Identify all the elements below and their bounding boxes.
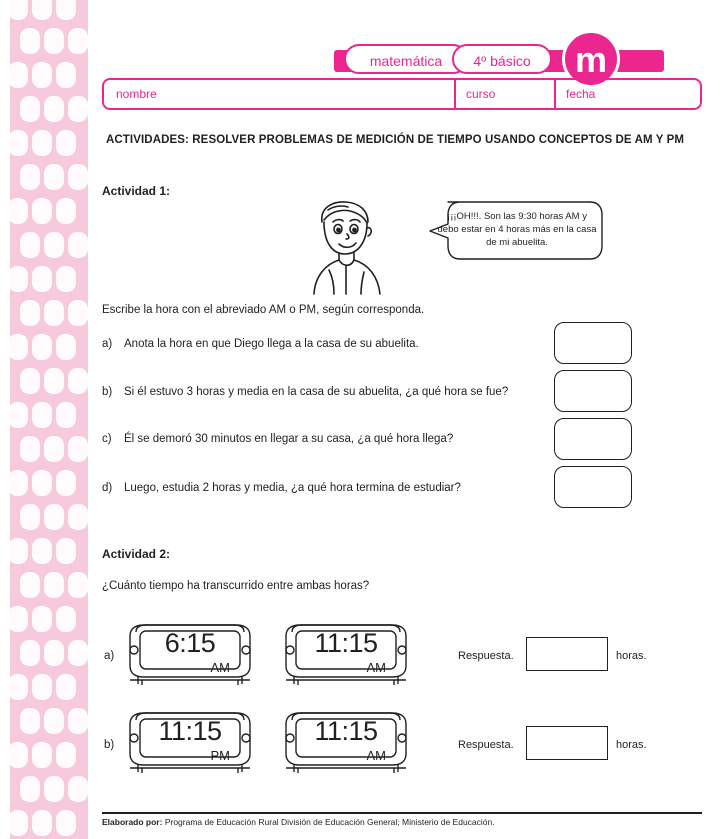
logo-icon: m (562, 30, 620, 88)
band-dot (44, 232, 64, 258)
name-field-label[interactable]: nombre (116, 87, 157, 101)
band-dot (20, 300, 40, 326)
band-dot (8, 538, 28, 564)
clock-b1-ampm: PM (210, 748, 230, 763)
band-dot (44, 640, 64, 666)
footer-divider (102, 812, 702, 814)
grade-pill: 4º básico (452, 44, 552, 74)
question-b-letter: b) (102, 386, 113, 398)
band-dot (56, 130, 76, 156)
course-field-label[interactable]: curso (466, 87, 496, 101)
band-dot (8, 470, 28, 496)
question-a-letter: a) (102, 338, 113, 350)
question-d-text: Luego, estudia 2 horas y media, ¿a qué hora termina de estudiar? (124, 482, 461, 494)
band-dot (68, 96, 88, 122)
band-dot (32, 742, 52, 768)
band-dot (56, 334, 76, 360)
band-dot (8, 334, 28, 360)
band-dot (44, 164, 64, 190)
band-dot (56, 538, 76, 564)
question-c-letter: c) (102, 433, 112, 445)
band-dot (32, 538, 52, 564)
worksheet-page (96, 0, 720, 839)
footer-credit-text: Programa de Educación Rural División de Educación General; Ministerio de Educación. (162, 817, 495, 827)
band-dot (20, 368, 40, 394)
answer-label-a: Respuesta. (458, 650, 514, 662)
band-dot (20, 708, 40, 734)
boy-illustration-icon (294, 196, 404, 296)
band-dot (32, 198, 52, 224)
question-b (102, 386, 632, 398)
band-dot-pattern (6, 0, 96, 839)
clock-a2-time: 11:15 (314, 628, 378, 658)
band-dot (20, 776, 40, 802)
band-dot (68, 436, 88, 462)
band-dot (44, 504, 64, 530)
band-dot (68, 776, 88, 802)
band-dot (32, 606, 52, 632)
band-dot (44, 368, 64, 394)
band-dot (56, 266, 76, 292)
band-dot (20, 232, 40, 258)
question-a (102, 338, 632, 350)
clock-a1-time: 6:15 (164, 628, 216, 658)
answer-field-b[interactable] (526, 726, 608, 760)
band-dot (32, 674, 52, 700)
band-dot (20, 164, 40, 190)
speech-bubble-text: ¡¡¡OH!!!. Son las 9:30 horas AM y debo estar en 4 horas más en la casa de mi abuelita. (437, 211, 597, 248)
footer-credit-bold: Elaborado por: (102, 817, 163, 827)
band-dot (20, 640, 40, 666)
band-dot (8, 674, 28, 700)
clock-b2 (276, 710, 416, 776)
band-dot (68, 232, 88, 258)
activity-1-label: Actividad 1: (102, 184, 171, 198)
band-dot (32, 402, 52, 428)
answer-unit-a: horas. (616, 650, 647, 662)
clock-b1-time: 11:15 (158, 716, 222, 746)
activity-2-instruction: ¿Cuánto tiempo ha transcurrido entre ambas horas? (102, 580, 370, 592)
band-dot (44, 708, 64, 734)
band-dot (44, 28, 64, 54)
band-dot (44, 776, 64, 802)
idrow-divider-2 (554, 80, 556, 108)
band-dot (8, 130, 28, 156)
idrow-divider-1 (454, 80, 456, 108)
band-dot (8, 266, 28, 292)
worksheet-header (96, 20, 720, 78)
band-dot (56, 62, 76, 88)
band-dot (32, 470, 52, 496)
question-c-text: Él se demoró 30 minutos en llegar a su casa, ¿a qué hora llega? (124, 433, 454, 445)
activities-title: ACTIVIDADES: RESOLVER PROBLEMAS DE MEDICIÓN DE TIEMPO USANDO CONCEPTOS DE AM Y PM (106, 134, 685, 146)
band-dot (8, 606, 28, 632)
band-dot (56, 674, 76, 700)
band-dot (56, 0, 76, 20)
band-dot (56, 810, 76, 836)
band-dot (8, 198, 28, 224)
activity-1-instruction: Escribe la hora con el abreviado AM o PM, según corresponda. (102, 304, 425, 316)
band-dot (20, 436, 40, 462)
clock-row-b-letter: b) (104, 739, 115, 751)
band-dot (20, 96, 40, 122)
band-dot (20, 504, 40, 530)
band-dot (68, 28, 88, 54)
band-dot (44, 572, 64, 598)
answer-label-b: Respuesta. (458, 739, 514, 751)
clock-b2-ampm: AM (366, 748, 386, 763)
band-dot (44, 436, 64, 462)
band-dot (20, 28, 40, 54)
clock-row-a-letter: a) (104, 650, 115, 662)
band-dot (68, 504, 88, 530)
answer-box-b[interactable] (554, 370, 632, 412)
clock-a1 (120, 622, 260, 688)
identification-row (102, 78, 702, 110)
decorative-left-band (0, 0, 96, 839)
question-c (102, 433, 632, 445)
band-dot (56, 402, 76, 428)
band-dot (56, 606, 76, 632)
question-d (102, 482, 632, 494)
band-dot (32, 266, 52, 292)
question-a-text: Anota la hora en que Diego llega a la casa de su abuelita. (124, 338, 419, 350)
clock-b2-time: 11:15 (314, 716, 378, 746)
band-dot (8, 742, 28, 768)
band-dot (8, 402, 28, 428)
band-dot (56, 470, 76, 496)
band-dot (44, 300, 64, 326)
band-dot (68, 640, 88, 666)
band-dot (32, 0, 52, 20)
band-dot (20, 572, 40, 598)
band-dot (68, 164, 88, 190)
clock-a1-ampm: AM (210, 660, 230, 675)
band-dot (8, 0, 28, 20)
band-dot (32, 62, 52, 88)
band-dot (32, 334, 52, 360)
date-field-label[interactable]: fecha (566, 87, 596, 101)
clock-b1 (120, 710, 260, 776)
band-dot (68, 572, 88, 598)
band-dot (68, 300, 88, 326)
answer-field-a[interactable] (526, 637, 608, 671)
footer-credit (102, 817, 495, 827)
band-dot (8, 810, 28, 836)
band-dot (8, 62, 28, 88)
question-b-text: Si él estuvo 3 horas y media en la casa de su abuelita, ¿a qué hora se fue? (124, 386, 509, 398)
answer-unit-b: horas. (616, 739, 647, 751)
clock-a2-ampm: AM (366, 660, 386, 675)
answer-box-c[interactable] (554, 418, 632, 460)
activity-2-label: Actividad 2: (102, 547, 171, 561)
band-dot (32, 810, 52, 836)
answer-box-d[interactable] (554, 466, 632, 508)
subject-pill: matemática (344, 44, 468, 74)
clock-a2 (276, 622, 416, 688)
answer-box-a[interactable] (554, 322, 632, 364)
question-d-letter: d) (102, 482, 113, 494)
band-dot (68, 708, 88, 734)
band-dot (32, 130, 52, 156)
band-dot (56, 742, 76, 768)
band-dot (56, 198, 76, 224)
band-dot (44, 96, 64, 122)
band-dot (68, 368, 88, 394)
